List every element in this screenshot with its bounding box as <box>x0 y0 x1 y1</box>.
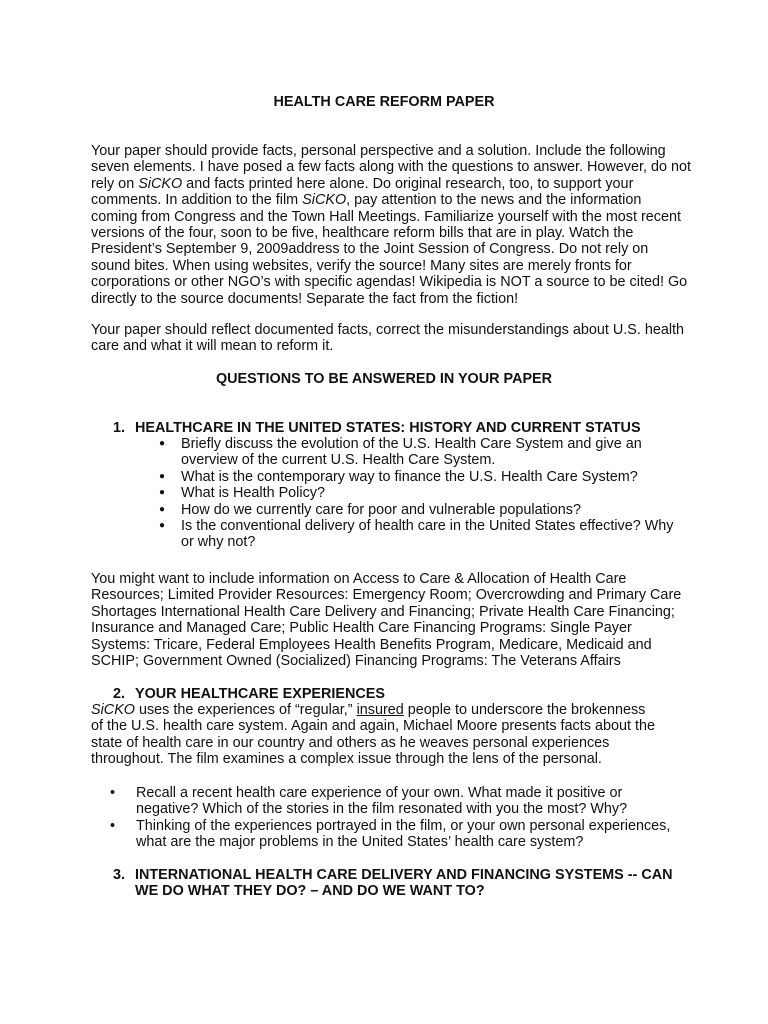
section-1-note: You might want to include information on Access to Care & Allocation of Health Care Resources; Limited Provider Resources: Emergency Room; Overcrowding and Primary Care Shortages International Health Care Delivery and Financing; Private Health Care Financing; Insurance and Managed Care; Public Health Care Financing Programs: Single Payer Systems: Tricare, Federal Employees Health Benefits Program, Medicare, Medicaid and SCHIP; Government Owned (Socialized) Financing Programs: The Veterans Affairs <box>91 571 682 670</box>
intro-paragraph <box>91 143 691 307</box>
section-title-line-2: WE DO WHAT THEY DO? – AND DO WE WANT TO? <box>135 883 485 900</box>
list-item-text: Briefly discuss the evolution of the U.S. Health Care System and give an overview of the current U.S. Health Care System. <box>181 436 642 469</box>
list-item-text: Thinking of the experiences portrayed in the film, or your own personal experiences, what are the major problems in the United States’ health care system? <box>136 817 671 851</box>
section-1-question-list <box>159 436 681 551</box>
section-3-heading <box>113 867 673 900</box>
film-title: SiCKO <box>138 175 183 192</box>
reflect-paragraph: Your paper should reflect documented facts, correct the misunderstandings about U.S. health care and what it will mean to reform it. <box>91 322 685 355</box>
section-2-paragraph <box>91 702 661 768</box>
list-item-text: What is Health Policy? <box>181 485 325 502</box>
list-item-text: How do we currently care for poor and vulnerable populations? <box>181 501 581 518</box>
section-title-line-1: INTERNATIONAL HEALTH CARE DELIVERY AND FINANCING SYSTEMS -- CAN <box>135 867 673 883</box>
list-item-text: Is the conventional delivery of health care in the United States effective? Why or why not? <box>181 518 674 551</box>
bullet-icon: ● <box>159 470 166 482</box>
list-item <box>110 785 681 818</box>
list-item <box>159 501 681 518</box>
bullet-icon: ● <box>159 487 166 499</box>
paragraph-text-1: uses the experiences of “regular,” <box>134 702 357 718</box>
bullet-icon: ● <box>159 503 166 515</box>
section-2-heading <box>113 686 673 702</box>
paragraph-text-2: people to underscore the brokenness of the U.S. health care system. Again and again, Michael Moore presents facts about the state of health care in our country and others as he weaves personal experiences throughout. The film examines a complex issue through the lens of the personal. <box>91 702 655 768</box>
bullet-icon: • <box>110 817 116 834</box>
questions-heading: QUESTIONS TO BE ANSWERED IN YOUR PAPER <box>215 371 553 387</box>
film-title: SiCKO <box>302 192 347 209</box>
bullet-icon: • <box>110 785 116 801</box>
section-title: HEALTHCARE IN THE UNITED STATES: HISTORY AND CURRENT STATUS <box>135 420 641 436</box>
bullet-icon: ● <box>159 520 166 532</box>
list-item-text: What is the contemporary way to finance the U.S. Health Care System? <box>181 468 638 485</box>
intro-text-2: and facts printed here alone. Do original research, too, to support your comments. In addition to the film <box>91 175 634 209</box>
list-item <box>159 518 681 551</box>
document-title: HEALTH CARE REFORM PAPER <box>273 94 495 110</box>
bullet-icon: ● <box>159 438 166 449</box>
film-title: SiCKO <box>91 702 135 718</box>
section-number: 1. <box>113 420 126 436</box>
intro-text-3: , pay attention to the news and the information coming from Congress and the Town Hall Meetings. Familiarize yourself with the most recent versions of the four, soon to be five, healthcare reform bills that are in play. Watch the President’s September 9, 2009address to the Joint Session of Congress. Do not rely on sound bites. When using websites, verify the source! Many sites are merely fronts for corporations or other NGO’s with specific agendas! Wikipedia is NOT a source to be cited! Go directly to the source documents! Separate the fact from the fiction! <box>91 192 688 307</box>
section-title: YOUR HEALTHCARE EXPERIENCES <box>135 686 386 702</box>
list-item <box>159 436 681 469</box>
section-number: 3. <box>113 867 126 883</box>
list-item <box>110 817 681 851</box>
list-item <box>159 468 681 485</box>
section-1-heading <box>113 420 673 436</box>
section-2-question-list <box>110 785 681 851</box>
insured-word: insured <box>356 702 404 718</box>
section-number: 2. <box>113 686 126 702</box>
list-item <box>159 485 681 502</box>
intro-text-1: Your paper should provide facts, personal perspective and a solution. Include the following seven elements. I have posed a few facts along with the questions to answer. However, do not rely on <box>91 143 691 192</box>
list-item-text: Recall a recent health care experience of your own. What made it positive or negative? Which of the stories in the film resonated with you the most? Why? <box>136 785 628 818</box>
